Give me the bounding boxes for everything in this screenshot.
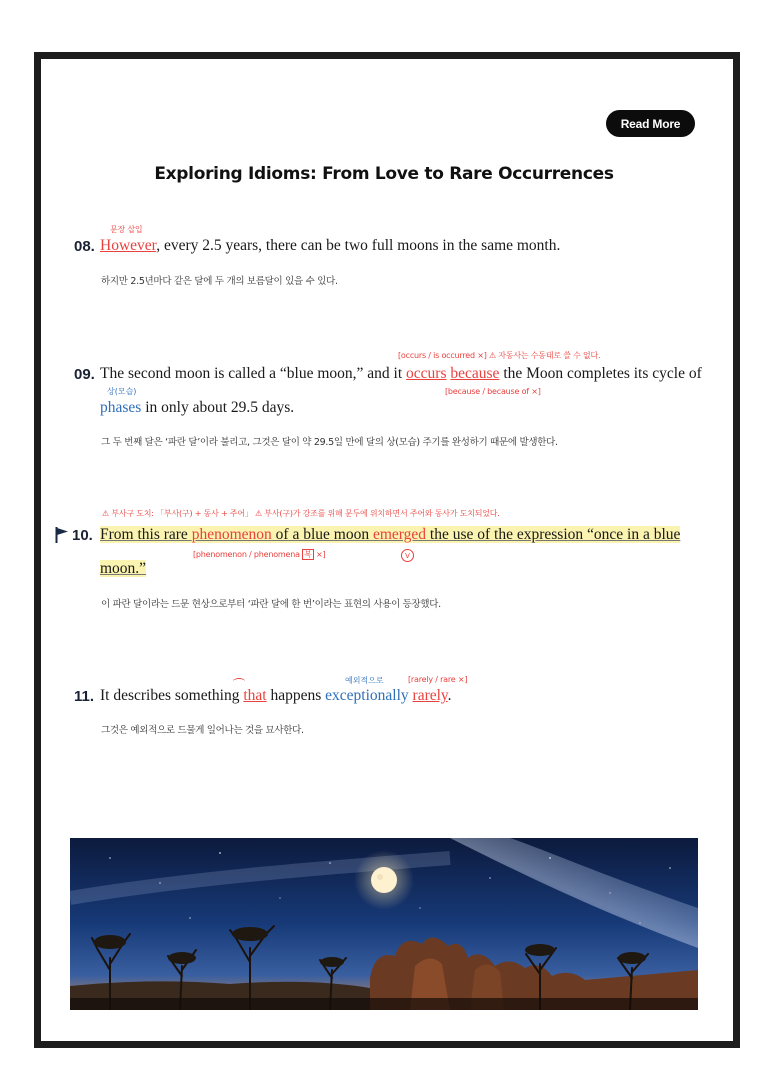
verb-circle-marker: V: [401, 549, 414, 562]
note-inversion: ⚠ 부사구 도치: 「부사(구) + 동사 + 주어」 ⚠ 부사(구)가 강조를 위해 문두에 위치하면서 주어와 동사가 도치되었다.: [102, 509, 500, 518]
note-text: [phenomenon / phenomena: [193, 550, 303, 559]
note-sentence-insertion: 문장 삽입: [110, 225, 143, 234]
item-number: 11.: [74, 688, 95, 705]
note-rarely: [rarely / rare ×]: [408, 675, 468, 684]
sentence-text: The second moon is called a “blue moon,” and it: [100, 365, 407, 382]
item-11-sentence: [100, 687, 452, 705]
word-rarely: rarely: [412, 687, 448, 704]
blue-moon-landscape-image: [70, 838, 698, 1010]
item-10-line2: [100, 560, 146, 578]
sentence-text: of a blue moon: [271, 526, 373, 543]
note-because: [because / because of ×]: [445, 387, 541, 396]
item-number: 09.: [74, 366, 95, 383]
item-10-line1: [100, 526, 680, 544]
word-that: that: [243, 687, 267, 704]
item-number: 10.: [72, 527, 93, 544]
sentence-text: in only about 29.5 days.: [141, 399, 295, 416]
item-08-sentence: [100, 237, 560, 255]
sentence-text: the use of the expression “once in a blue: [426, 526, 681, 543]
word-occurs: occurs: [406, 365, 447, 382]
sentence-text: moon.”: [100, 560, 147, 577]
note-plural-box: 복: [304, 550, 312, 559]
sentence-text: .: [447, 687, 452, 704]
item-10-translation: 이 파란 달이라는 드문 현상으로부터 ‘파란 달에 한 번’이라는 표현의 사용이 등장했다.: [101, 599, 441, 610]
sentence-text: It describes something: [100, 687, 244, 704]
note-exceptionally: 예외적으로: [345, 676, 384, 685]
note-text: ×]: [313, 550, 326, 559]
word-because: because: [450, 365, 500, 382]
item-08-translation: 하지만 2.5년마다 같은 달에 두 개의 보름달이 있을 수 있다.: [101, 276, 338, 287]
sentence-text: the Moon completes its cycle of: [499, 365, 702, 382]
arrow-back-icon: [233, 678, 245, 685]
word-phases: phases: [100, 399, 142, 416]
item-09-translation: 그 두 번째 달은 ‘파란 달’이라 불리고, 그것은 달이 약 29.5일 만에 달의 상(모습) 주기를 완성하기 때문에 발생한다.: [101, 437, 558, 448]
word-exceptionally: exceptionally: [325, 687, 409, 704]
word-phenomenon: phenomenon: [191, 526, 272, 543]
note-phases: 상(모습): [107, 387, 137, 396]
page-title: Exploring Idioms: From Love to Rare Occurrences: [154, 164, 614, 184]
sentence-text: happens: [266, 687, 326, 704]
read-more-button[interactable]: Read More: [606, 110, 695, 137]
word-emerged: emerged: [372, 526, 427, 543]
note-occurs: [occurs / is occurred ×] ⚠ 자동사는 수동태로 쓸 수 없다.: [398, 351, 601, 360]
word-however: However: [100, 237, 157, 254]
note-phenomenon: [193, 549, 325, 560]
flag-icon: [55, 527, 69, 543]
item-09-line2: [100, 399, 294, 417]
item-11-translation: 그것은 예외적으로 드물게 일어나는 것을 묘사한다.: [101, 725, 304, 736]
item-09-line1: [100, 365, 702, 383]
sentence-text: , every 2.5 years, there can be two full moons in the same month.: [156, 237, 561, 254]
item-number: 08.: [74, 238, 95, 255]
sentence-text: From this rare: [100, 526, 192, 543]
